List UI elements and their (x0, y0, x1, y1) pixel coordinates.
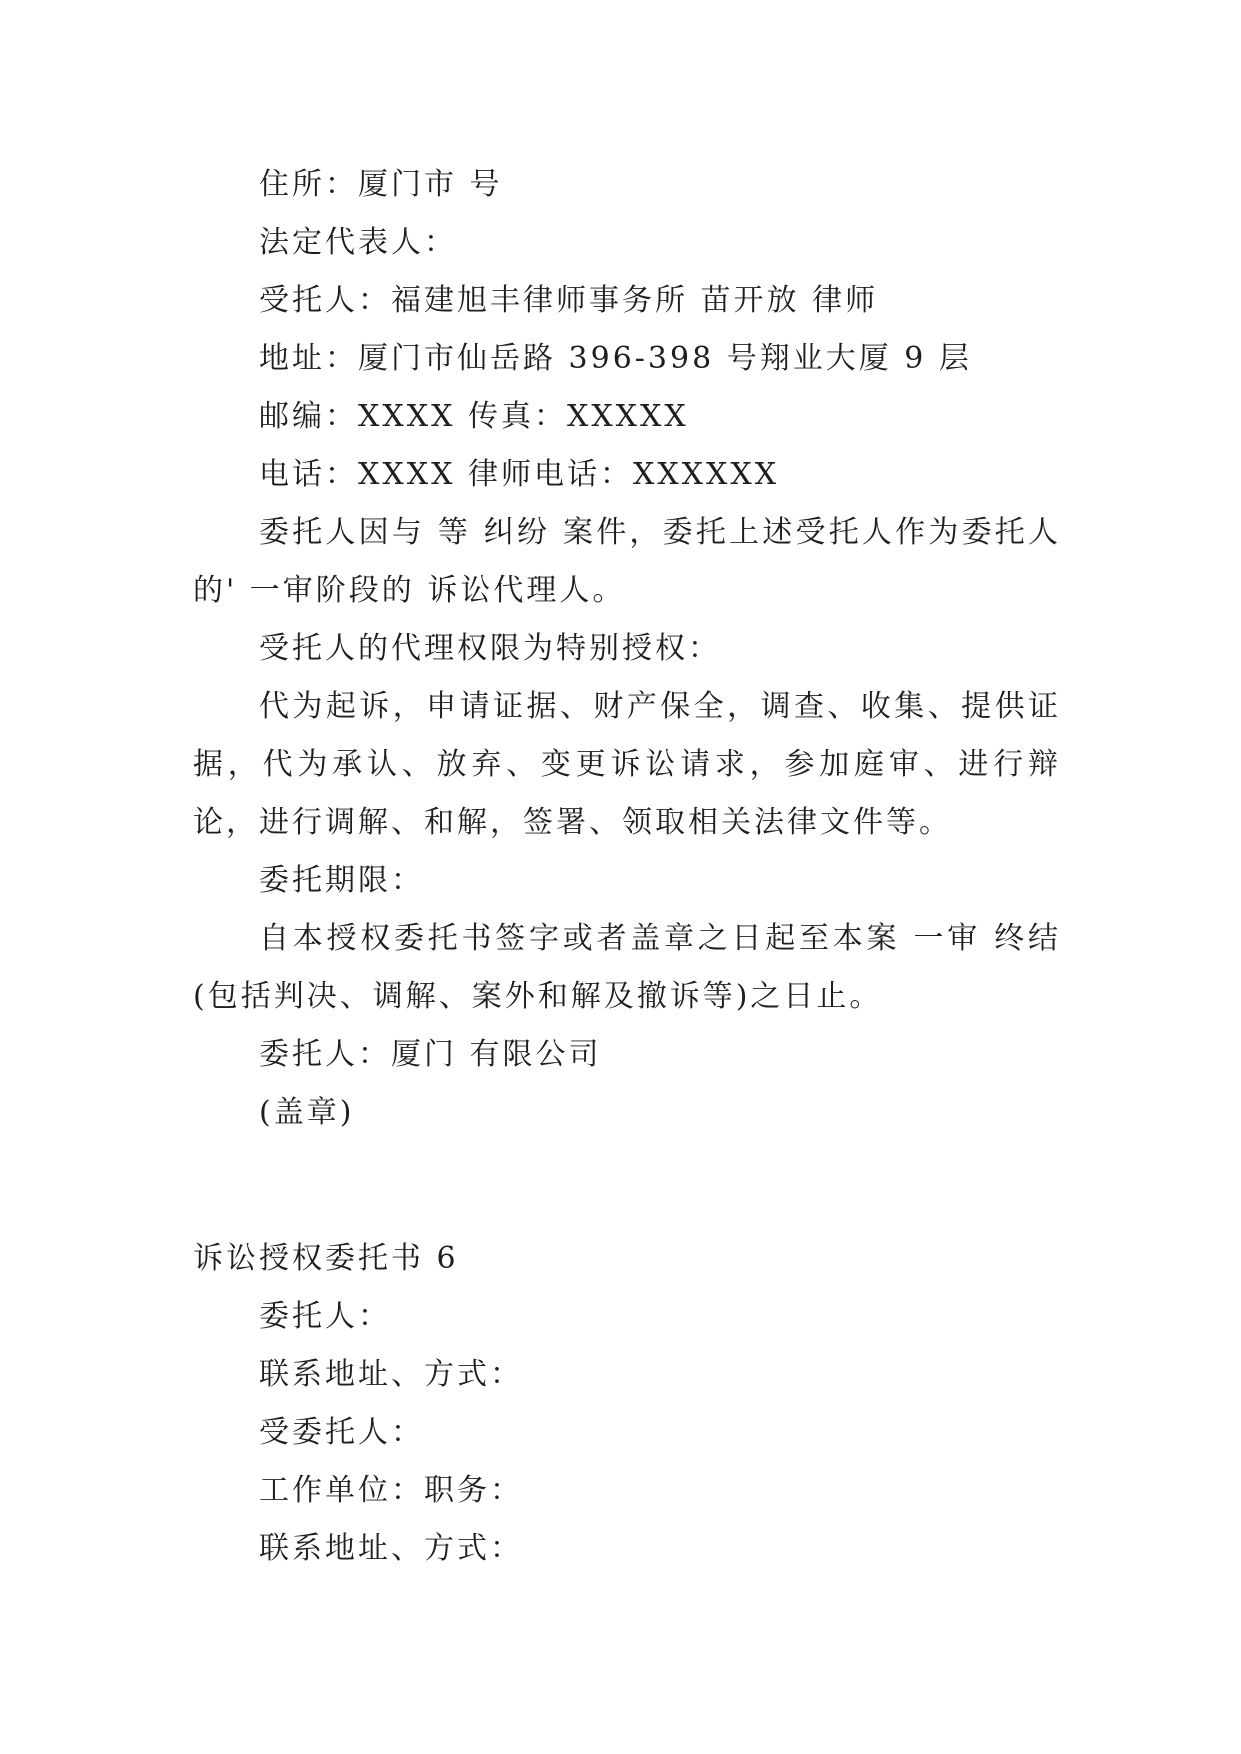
document-body (193, 156, 1061, 1578)
legal-representative-line: 法定代表人： (259, 225, 457, 260)
principal-line: 委托人： (259, 1299, 391, 1334)
principal-signature-line: 委托人：厦门 有限公司 (259, 1037, 602, 1072)
agent-address-line: 地址：厦门市仙岳路 396-398 号翔业大厦 9 层 (259, 341, 972, 376)
trustee-line: 受委托人： (259, 1415, 424, 1450)
section-two-title: 诉讼授权委托书 6 (193, 1241, 459, 1276)
phone-line: 电话：XXXX 律师电话：XXXXXX (259, 457, 780, 492)
authority-heading: 受托人的代理权限为特别授权： (259, 631, 721, 666)
principal-contact-line: 联系地址、方式： (259, 1357, 523, 1392)
term-paragraph: 自本授权委托书签字或者盖章之日起至本案 一审 终结(包括判决、调解、案外和解及撤诉等)之日止。 (193, 921, 1061, 1014)
principal-address-line: 住所：厦门市 号 (259, 167, 503, 202)
section-spacer (193, 1142, 1061, 1230)
seal-line: (盖章) (259, 1095, 355, 1130)
postal-fax-line: 邮编：XXXX 传真：XXXXX (259, 399, 689, 434)
work-unit-line: 工作单位：职务： (259, 1473, 523, 1508)
term-heading: 委托期限： (259, 863, 424, 898)
trustee-contact-line: 联系地址、方式： (259, 1531, 523, 1566)
authority-paragraph: 代为起诉，申请证据、财产保全，调查、收集、提供证据，代为承认、放弃、变更诉讼请求，参加庭审、进行辩论，进行调解、和解，签署、领取相关法律文件等。 (193, 689, 1061, 840)
agent-line: 受托人：福建旭丰律师事务所 苗开放 律师 (259, 283, 879, 318)
case-paragraph: 委托人因与 等 纠纷 案件，委托上述受托人作为委托人的' 一审阶段的 诉讼代理人。 (193, 515, 1061, 608)
